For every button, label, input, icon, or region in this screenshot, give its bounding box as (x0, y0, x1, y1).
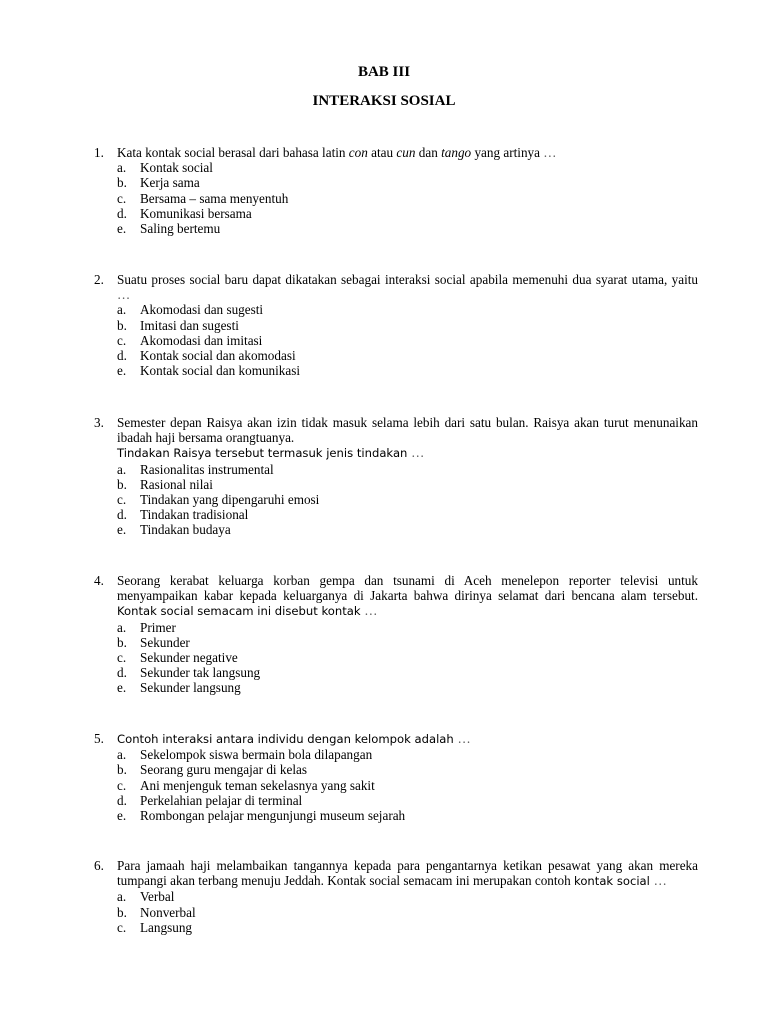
option-text: Komunikasi bersama (140, 205, 252, 221)
option-letter: d. (117, 665, 127, 681)
option-text: Verbal (140, 889, 175, 905)
option-d (117, 507, 698, 522)
question-number: 1. (94, 145, 104, 160)
option-letter: b. (117, 175, 127, 191)
option-text: Akomodasi dan imitasi (140, 332, 263, 348)
stem-text: atau (367, 145, 397, 160)
option-c (117, 492, 698, 507)
question-number: 2. (94, 272, 104, 287)
option-c (117, 333, 698, 348)
option-c (117, 650, 698, 665)
option-e (117, 680, 698, 695)
stem-text: yang artinya (471, 145, 544, 160)
option-text: Bersama – sama menyentuh (140, 190, 289, 206)
option-letter: c. (117, 332, 127, 348)
option-text: Sekelompok siswa bermain bola dilapangan (140, 747, 373, 763)
stem-text: Seorang kerabat keluarga korban gempa dan tsunami di Aceh menelepon reporter televisi untuk menyampaikan kabar kepada keluarganya di Jakarta bahwa dirinya selamat dari bencana alam tersebut. (117, 573, 698, 604)
question-stem (117, 573, 698, 620)
option-letter: a. (117, 619, 127, 635)
question-stem (117, 858, 698, 889)
option-e (117, 221, 698, 236)
option-text: Primer (140, 619, 176, 635)
stem-text: Suatu proses social baru dapat dikatakan sebagai interaksi social apabila memenuhi dua syarat utama, yaitu (117, 272, 698, 287)
stem-italic: con (348, 145, 368, 160)
option-letter: c. (117, 919, 127, 935)
option-letter: a. (117, 747, 127, 763)
option-text: Tindakan budaya (140, 522, 231, 538)
option-text: Tindakan yang dipengaruhi emosi (140, 492, 320, 508)
question-6 (94, 858, 698, 935)
option-letter: d. (117, 205, 127, 221)
stem-ellipsis: … (364, 603, 379, 619)
option-letter: a. (117, 160, 127, 176)
option-text: Sekunder tak langsung (140, 665, 261, 681)
option-letter: b. (117, 904, 127, 920)
option-b (117, 318, 698, 333)
option-d (117, 793, 698, 808)
option-letter: e. (117, 221, 127, 237)
option-e (117, 363, 698, 378)
question-number: 4. (94, 573, 104, 588)
option-list (94, 620, 698, 696)
option-text: Imitasi dan sugesti (140, 317, 239, 333)
option-a (117, 160, 698, 175)
stem-ellipsis: … (117, 287, 132, 303)
stem-italic: tango (441, 145, 472, 160)
option-letter: a. (117, 461, 127, 477)
option-a (117, 889, 698, 904)
option-b (117, 635, 698, 650)
option-letter: b. (117, 634, 127, 650)
option-text: Tindakan tradisional (140, 507, 249, 523)
option-text: Perkelahian pelajar di terminal (140, 792, 303, 808)
option-text: Rasionalitas instrumental (140, 461, 274, 477)
option-text: Sekunder langsung (140, 680, 241, 696)
stem-text: Contoh interaksi antara individu dengan kelompok adalah (117, 732, 458, 746)
option-text: Kontak social (140, 160, 213, 176)
option-text: Langsung (140, 919, 193, 935)
stem-ellipsis: … (653, 873, 668, 889)
option-text: Nonverbal (140, 904, 196, 920)
option-c (117, 778, 698, 793)
stem-text: Semester depan Raisya akan izin tidak masuk selama lebih dari satu bulan. Raisya akan turut menunaikan ibadah haji bersama orangtuanya. (117, 415, 698, 446)
question-stem (117, 145, 698, 160)
question-3 (94, 415, 698, 538)
option-letter: c. (117, 777, 127, 793)
option-c (117, 920, 698, 935)
stem-ellipsis: … (543, 145, 558, 160)
option-d (117, 665, 698, 680)
stem-text: kontak social (574, 874, 654, 889)
question-5 (94, 731, 698, 823)
stem-text: Para jamaah haji melambaikan tangannya kepada para pengantarnya ketikan pesawat yang akan mereka tumpangi akan terbang menuju Jeddah. Kontak social semacam ini merupakan contoh (117, 858, 698, 889)
option-letter: e. (117, 522, 127, 538)
option-list (94, 462, 698, 538)
question-number: 6. (94, 858, 104, 873)
option-a (117, 302, 698, 317)
option-a (117, 462, 698, 477)
stem-ellipsis: … (457, 731, 472, 746)
option-list (94, 747, 698, 823)
option-text: Seorang guru mengajar di kelas (140, 762, 307, 778)
chapter-title: INTERAKSI SOSIAL (312, 93, 456, 109)
option-text: Ani menjenguk teman sekelasnya yang sakit (140, 777, 375, 793)
question-4 (94, 573, 698, 696)
question-stem (117, 415, 698, 462)
question-stem (117, 272, 698, 302)
option-text: Kontak social dan akomodasi (140, 348, 296, 364)
option-text: Rasional nilai (140, 476, 213, 492)
option-letter: d. (117, 348, 127, 364)
option-c (117, 191, 698, 206)
option-d (117, 206, 698, 221)
option-letter: d. (117, 792, 127, 808)
option-letter: c. (117, 190, 127, 206)
option-text: Sekunder (140, 634, 190, 650)
option-letter: d. (117, 507, 127, 523)
option-d (117, 348, 698, 363)
question-1 (94, 145, 698, 236)
option-b (117, 762, 698, 777)
option-text: Akomodasi dan sugesti (140, 302, 264, 318)
option-text: Rombongan pelajar mengunjungi museum sejarah (140, 808, 406, 824)
option-a (117, 747, 698, 762)
option-e (117, 522, 698, 537)
option-letter: a. (117, 302, 127, 318)
option-letter: b. (117, 317, 127, 333)
option-text: Saling bertemu (140, 221, 221, 237)
option-letter: c. (117, 492, 127, 508)
question-stem (117, 731, 698, 747)
option-a (117, 620, 698, 635)
stem-ellipsis: … (411, 445, 426, 461)
question-number: 3. (94, 415, 104, 430)
option-text: Kerja sama (140, 175, 200, 191)
option-letter: a. (117, 889, 127, 905)
option-letter: e. (117, 363, 127, 379)
option-list (94, 889, 698, 935)
stem-text: Kontak social semacam ini disebut kontak (117, 604, 365, 619)
option-letter: c. (117, 650, 127, 666)
stem-text: Tindakan Raisya tersebut termasuk jenis tindakan (117, 446, 412, 461)
question-number: 5. (94, 731, 104, 746)
chapter-label: BAB III (357, 64, 411, 80)
option-letter: e. (117, 680, 127, 696)
option-text: Sekunder negative (140, 650, 238, 666)
option-letter: b. (117, 762, 127, 778)
option-list (94, 302, 698, 378)
option-e (117, 808, 698, 823)
option-b (117, 175, 698, 190)
option-b (117, 905, 698, 920)
question-2 (94, 272, 698, 378)
stem-text: dan (415, 145, 442, 160)
stem-text: Kata kontak social berasal dari bahasa latin (117, 145, 349, 160)
option-text: Kontak social dan komunikasi (140, 363, 301, 379)
stem-italic: cun (396, 145, 416, 160)
option-b (117, 477, 698, 492)
option-letter: e. (117, 808, 127, 824)
option-letter: b. (117, 476, 127, 492)
option-list (94, 160, 698, 236)
